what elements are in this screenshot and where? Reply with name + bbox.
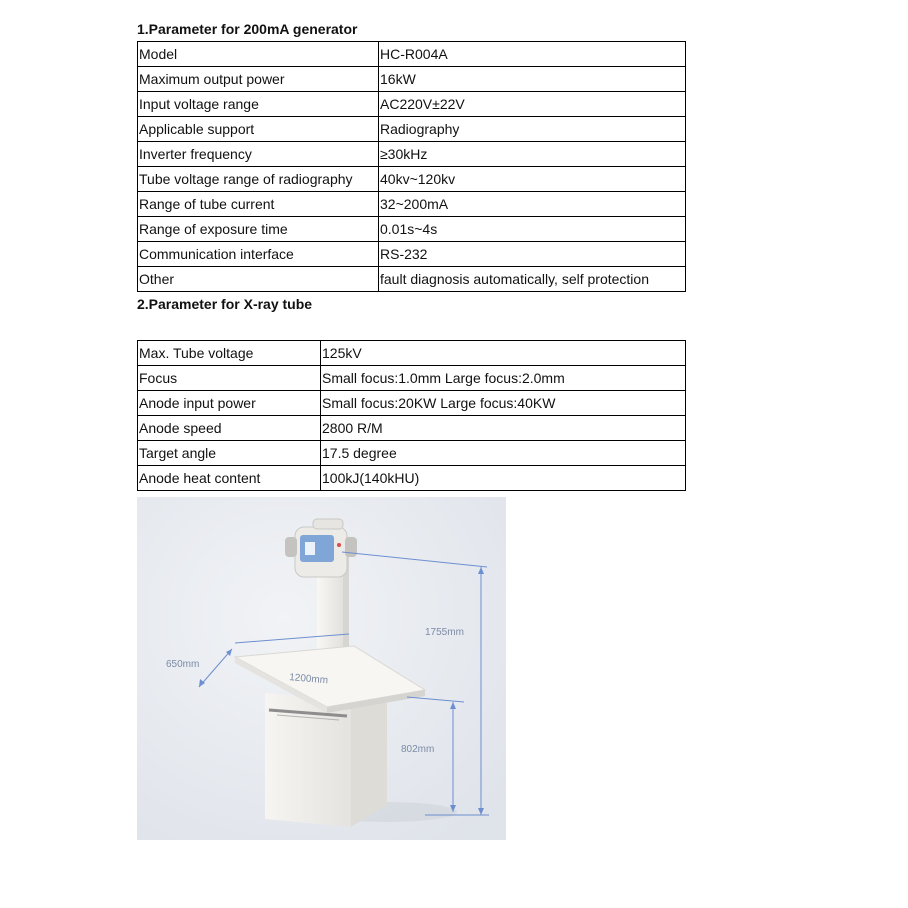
parameter-value: Radiography: [379, 117, 686, 142]
parameter-value: 2800 R/M: [321, 416, 686, 441]
parameter-label: Target angle: [138, 441, 321, 466]
parameter-label: Range of exposure time: [138, 217, 379, 242]
xray-tube-parameter-table: [137, 340, 686, 491]
table-row: [138, 217, 686, 242]
parameter-label: Model: [138, 42, 379, 67]
parameter-value: Small focus:1.0mm Large focus:2.0mm: [321, 366, 686, 391]
parameter-label: Maximum output power: [138, 67, 379, 92]
dimension-table-height-label: 802mm: [401, 744, 435, 755]
parameter-value: 100kJ(140kHU): [321, 466, 686, 491]
parameter-label: Input voltage range: [138, 92, 379, 117]
parameter-label: Anode heat content: [138, 466, 321, 491]
dimension-height-label: 1755mm: [425, 627, 464, 638]
generator-parameter-table: [137, 41, 686, 292]
parameter-label: Anode input power: [138, 391, 321, 416]
parameter-value: 40kv~120kv: [379, 167, 686, 192]
parameter-label: Range of tube current: [138, 192, 379, 217]
table-row: [138, 391, 686, 416]
parameter-value: Small focus:20KW Large focus:40KW: [321, 391, 686, 416]
parameter-label: Tube voltage range of radiography: [138, 167, 379, 192]
section1-heading: 1.Parameter for 200mA generator: [137, 21, 358, 37]
parameter-value: 32~200mA: [379, 192, 686, 217]
parameter-value: 17.5 degree: [321, 441, 686, 466]
parameter-label: Other: [138, 267, 379, 292]
parameter-label: Focus: [138, 366, 321, 391]
parameter-label: Max. Tube voltage: [138, 341, 321, 366]
parameter-value: AC220V±22V: [379, 92, 686, 117]
section2-heading: 2.Parameter for X-ray tube: [137, 296, 313, 312]
table-row: [138, 117, 686, 142]
parameter-label: Anode speed: [138, 416, 321, 441]
parameter-value: HC-R004A: [379, 42, 686, 67]
table-row: [138, 242, 686, 267]
table-row: [138, 92, 686, 117]
table-row: [138, 167, 686, 192]
table-row: [138, 142, 686, 167]
xray-machine-product-image: [137, 497, 506, 840]
table-row: [138, 416, 686, 441]
parameter-value: 125kV: [321, 341, 686, 366]
table-row: [138, 192, 686, 217]
table-row: [138, 341, 686, 366]
parameter-value: ≥30kHz: [379, 142, 686, 167]
table-row: [138, 42, 686, 67]
parameter-value: fault diagnosis automatically, self protection: [379, 267, 686, 292]
parameter-value: 0.01s~4s: [379, 217, 686, 242]
parameter-label: Communication interface: [138, 242, 379, 267]
table-row: [138, 267, 686, 292]
table-row: [138, 67, 686, 92]
table-row: [138, 441, 686, 466]
parameter-label: Applicable support: [138, 117, 379, 142]
parameter-value: 16kW: [379, 67, 686, 92]
table-row: [138, 466, 686, 491]
table-row: [138, 366, 686, 391]
parameter-value: RS-232: [379, 242, 686, 267]
dimension-width-label: 1200mm: [288, 672, 329, 687]
parameter-label: Inverter frequency: [138, 142, 379, 167]
dimension-depth-label: 650mm: [166, 659, 200, 670]
